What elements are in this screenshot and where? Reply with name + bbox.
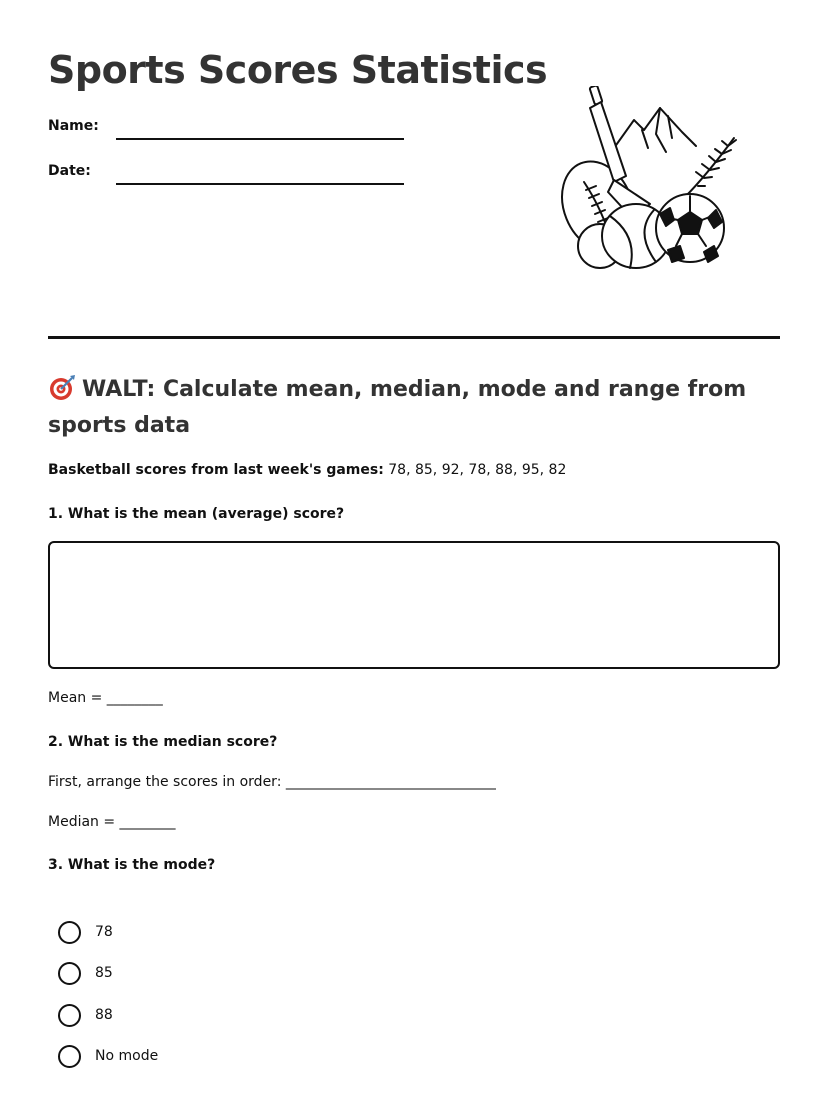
walt-text: WALT: Calculate mean, median, mode and range from sports data (48, 377, 747, 438)
date-label: Date: (48, 163, 91, 179)
mode-option-88[interactable] (58, 1003, 113, 1027)
radio-button[interactable] (58, 1045, 81, 1068)
question-2: 2. What is the median score? (48, 734, 278, 750)
date-input-line[interactable] (116, 183, 404, 185)
scores-label: Basketball scores from last week's games: (48, 462, 384, 478)
section-divider (48, 336, 780, 339)
name-label: Name: (48, 118, 99, 134)
target-dart-icon (48, 374, 76, 402)
radio-button[interactable] (58, 1004, 81, 1027)
arrange-scores-line[interactable]: First, arrange the scores in order: ______________________________ (48, 774, 496, 790)
name-input-line[interactable] (116, 138, 404, 140)
mean-working-box[interactable] (48, 541, 780, 669)
question-1: 1. What is the mean (average) score? (48, 506, 345, 522)
option-label: No mode (95, 1048, 159, 1064)
option-label: 85 (95, 965, 113, 981)
option-label: 78 (95, 924, 113, 940)
radio-button[interactable] (58, 962, 81, 985)
walt-heading (48, 372, 768, 444)
median-answer-line[interactable]: Median = ________ (48, 814, 176, 830)
mean-answer-line[interactable]: Mean = ________ (48, 690, 163, 706)
scores-values: 78, 85, 92, 78, 88, 95, 82 (388, 462, 567, 478)
mode-option-78[interactable] (58, 920, 113, 944)
mode-option-no-mode[interactable] (58, 1044, 158, 1068)
worksheet-title: Sports Scores Statistics (48, 48, 548, 92)
scores-data-line (48, 462, 566, 478)
question-3: 3. What is the mode? (48, 857, 216, 873)
radio-button[interactable] (58, 921, 81, 944)
sports-equipment-illustration-icon (556, 86, 746, 276)
mode-option-85[interactable] (58, 961, 113, 985)
option-label: 88 (95, 1007, 113, 1023)
